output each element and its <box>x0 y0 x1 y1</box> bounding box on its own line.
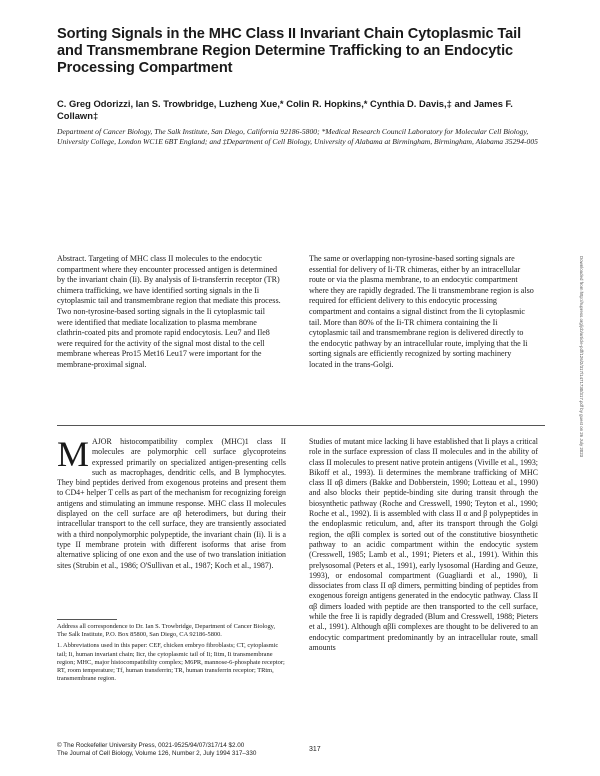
affiliations: Department of Cancer Biology, The Salk Institute, San Diego, California 92186-5800; *Medical Research Council Laboratory for Molecular Cell Biology, University College, London WC1E 6BT England; and ‡Department of Cell Biology, University of Alabama at Birmingham, Birmingham, Alabama 35294-005 <box>57 127 538 146</box>
abstract-right-column: The same or overlapping non-tyrosine-based sorting signals are essential for delivery of Ii-TR chimeras, either by an intracellular route or via the plasma membrane, to an endocytic compartment where they are rapidly degraded. The Ii transmembrane region is also required for efficient delivery to this endocytic processing compartment and contains a signal distinct from the Ii cytoplasmic tail. More than 80% of the Ii-TR chimera containing the Ii cytoplasmic tail and transmembrane region is delivered directly to the endocytic pathway by an intracellular route, implying that the Ii sorting signals are efficiently recognized by sorting machinery located in the trans-Golgi. <box>309 254 534 369</box>
page-footer <box>57 742 297 758</box>
download-watermark <box>576 256 586 676</box>
author-list: C. Greg Odorizzi, Ian S. Trowbridge, Luzheng Xue,* Colin R. Hopkins,* Cynthia D. Davis,‡ and James F. Collawn‡ <box>57 98 513 121</box>
section-divider <box>57 425 545 426</box>
paper-title: Sorting Signals in the MHC Class II Invariant Chain Cytoplasmic Tail and Transmembrane Region Determine Trafficking to an Endocytic Processing Compartment <box>57 26 522 76</box>
body-left-column <box>57 434 286 571</box>
footnotes <box>57 615 286 683</box>
journal-citation: The Journal of Cell Biology, Volume 126, Number 2, July 1994 317–330 <box>57 749 257 757</box>
copyright-line: © The Rockefeller University Press, 0021-9525/94/07/317/14 $2.00 <box>57 742 245 749</box>
intro-text: histocompatibility complex (MHC)1 class II molecules are polymorphic cell surface glycoproteins expressed primarily on specialized antigen-presenting cells such as macrophages, dendritic cells, and B lymphocytes. They bind peptides derived from exogenous proteins and present them to CD4+ helper T cells as part of the mechanism for recognizing foreign antigens and stimulating an immune response. MHC class II molecules displayed on the cell surface are αβ heterodimers, but during their intracellular transport to the cell surface, they are transiently associated with a third nonpolymorphic polypeptide, the invariant chain (Ii). Ii is a type II membrane protein with different isoforms that arise from alternative splicing of one exon and the use of two translation initiation sites (Strubin et al., 1986; O'Sullivan et al., 1987; Koch et al., 1987). <box>57 437 286 570</box>
correspondence-note: Address all correspondence to Dr. Ian S. Trowbridge, Department of Cancer Biology, The Salk Institute, P.O. Box 85800, San Diego, CA 92186-5800. <box>57 623 276 639</box>
footnote-rule <box>57 619 117 620</box>
download-watermark-text: Downloaded from http://rupress.org/jcb/article-pdf/126/2/317/1471730/317.pdf by guest on 26 July 2023 <box>579 256 584 458</box>
abstract-left-column: Abstract. Targeting of MHC class II molecules to the endocytic compartment where they encounter processed antigen is determined by the invariant chain (Ii). By analysis of Ii-transferrin receptor (TR) chimera trafficking, we have identified sorting signals in the Ii cytoplasmic tail and transmembrane region that mediate this process. Two non-tyrosine-based sorting signals in the Ii cytoplasmic tail were identified that mediate localization to plasma membrane clathrin-coated pits and promote rapid endocytosis. Leu7 and Ile8 were required for the activity of the signal most distal to the cell membrane whereas Pro15 Met16 Leu17 were important for the membrane-proximal signal. <box>57 254 281 369</box>
abbreviations-note: 1. Abbreviations used in this paper: CEF, chicken embryo fibroblasts; CT, cytoplasmic tail; Ii, human invariant chain; Iicr, the cytoplasmic tail of Ii; Iitm, Ii transmembrane region; MHC, major histocompatibility complex; M6PR, mannose-6-phosphate receptor; RT, room temperature; Tf, human transferrin; TR, human transferrin receptor; TRtm, transmembrane region. <box>57 642 285 683</box>
intro-small-caps: AJOR <box>92 437 112 446</box>
page-number: 317 <box>309 746 321 753</box>
drop-cap: M <box>57 434 90 474</box>
body-right-column: Studies of mutant mice lacking Ii have established that Ii plays a critical role in the surface expression of class II molecules and in the ability of class II molecules to present native protein antigens (Viville et al., 1993; Bikoff et al., 1993). Ii determines the membrane trafficking of MHC class II αβ dimers (Bakke and Dobberstein, 1990; Lotteau et al., 1990) and also blocks their peptide-binding site during transit through the biosynthetic pathway (Roche and Cresswell, 1990; Teyton et al., 1990; Roche et al., 1992). Ii is assembled with class II α and β polypeptides in the endoplasmic reticulum, and, after its transport through the Golgi region, the αβIi complex is sorted out of the constitutive biosynthetic pathway to an acidic compartment within the endocytic system (Cresswell, 1985; Lamb et al., 1991; Pieters et al., 1991). Within this prelysosomal (Peters et al., 1991), early lysosomal (Harding and Geuze, 1993), or endosomal compartment (Guagliardi et al., 1990), Ii dissociates from class II αβ dimers, permitting binding of peptides from exogenous foreign antigens generated in the endocytic pathway. Class II αβ dimers loaded with peptide are then transported to the cell surface, while the free Ii is rapidly degraded (Blum and Cresswell, 1988; Pieters et al., 1991). Although αβIi complexes are thought to be delivered to an endocytic compartment predominantly by an intracellular route, small amounts <box>309 437 538 652</box>
